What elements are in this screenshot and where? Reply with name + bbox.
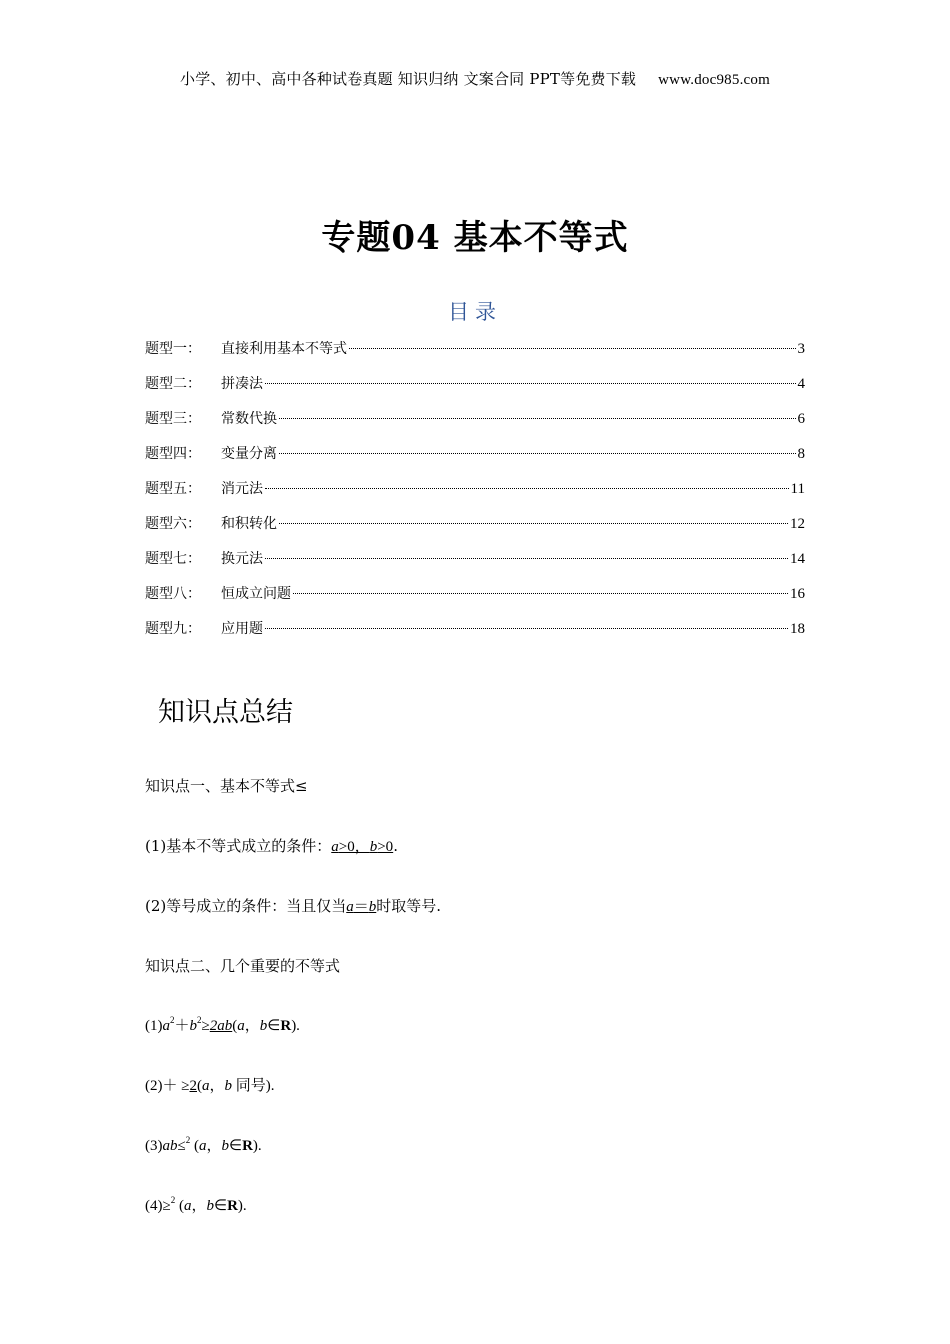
kp1-item-1-prefix: (1)基本不等式成立的条件： [145, 837, 332, 855]
toc-item[interactable] [145, 583, 805, 618]
toc-item[interactable] [145, 478, 805, 513]
kp2-formula-4: (4)≥$^2$ (a，b∈R). [145, 1195, 247, 1214]
toc-item-name: 应用题 [221, 621, 263, 637]
toc-item-label: 题型八： [145, 586, 201, 602]
toc-item-name: 拼凑法 [221, 376, 263, 392]
toc-item-name: 变量分离 [221, 446, 277, 462]
toc-item-page: 3 [797, 341, 805, 357]
kp2-title: 知识点二、几个重要的不等式 [145, 957, 341, 975]
toc-item-page: 12 [790, 516, 805, 532]
kp1-item-2-equality: a＝b [346, 899, 377, 915]
kp2-formula-1: $(1)a^2+b^2\ge 2ab(a$，b∈R). [145, 1015, 300, 1034]
toc-item[interactable] [145, 408, 805, 443]
toc-leader-dots [279, 453, 796, 454]
kp1-item-1: (1)基本不等式成立的条件：a>0，b>0. [145, 837, 398, 855]
toc-leader-dots [265, 558, 788, 559]
toc-item-label: 题型七： [145, 551, 201, 567]
toc-leader-dots [279, 523, 788, 524]
kp1-title: 知识点一、基本不等式≤ [145, 777, 308, 795]
toc-item-page: 4 [797, 376, 805, 392]
section-heading: 知识点总结 [158, 697, 293, 728]
document-title: 专题04 基本不等式 [321, 218, 629, 258]
toc-item-page: 6 [797, 411, 805, 427]
toc-item-label: 题型五： [145, 481, 201, 497]
toc-item-page: 14 [790, 551, 805, 567]
kp1-item-2 [145, 895, 441, 916]
toc-item-page: 18 [790, 621, 805, 637]
toc-item[interactable] [145, 443, 805, 478]
toc-item-label: 题型一： [145, 341, 201, 357]
toc-item[interactable] [145, 618, 805, 653]
toc-leader-dots [265, 488, 789, 489]
toc-item-name: 消元法 [221, 481, 263, 497]
kp2-formula-3: (3)ab≤$^2$ (a，b∈R). [145, 1135, 262, 1154]
table-of-contents [145, 338, 805, 653]
toc-item[interactable] [145, 373, 805, 408]
toc-item-name: 直接利用基本不等式 [221, 341, 347, 357]
kp1-item-2-prefix: (2)等号成立的条件：当且仅当 [145, 897, 347, 915]
kp1-item-1-condition: a>0，b>0 [331, 839, 394, 855]
kp2-formula-2: (2)＋ ≥2(a，b 同号). [145, 1078, 275, 1094]
toc-item-name: 恒成立问题 [221, 586, 291, 602]
toc-leader-dots [265, 628, 788, 629]
toc-leader-dots [349, 348, 796, 349]
toc-item-label: 题型九： [145, 621, 201, 637]
toc-item-label: 题型二： [145, 376, 201, 392]
toc-item-label: 题型三： [145, 411, 201, 427]
toc-item-page: 8 [797, 446, 805, 462]
toc-item-page: 11 [790, 481, 805, 497]
toc-title: 目录 [448, 300, 502, 324]
toc-item[interactable] [145, 513, 805, 548]
toc-leader-dots [279, 418, 796, 419]
toc-item-name: 和积转化 [221, 516, 277, 532]
toc-item[interactable] [145, 548, 805, 583]
page-header [0, 68, 950, 89]
kp1-item-2-suffix: 时取等号. [376, 897, 442, 915]
toc-item-label: 题型六： [145, 516, 201, 532]
toc-item[interactable] [145, 338, 805, 373]
toc-item-name: 换元法 [221, 551, 263, 567]
toc-leader-dots [265, 383, 796, 384]
toc-item-name: 常数代换 [221, 411, 277, 427]
header-url[interactable]: www.doc985.com [658, 72, 770, 88]
toc-item-label: 题型四： [145, 446, 201, 462]
toc-item-page: 16 [790, 586, 805, 602]
header-text: 小学、初中、高中各种试卷真题 知识归纳 文案合同 PPT等免费下载 [180, 70, 637, 88]
toc-leader-dots [293, 593, 788, 594]
